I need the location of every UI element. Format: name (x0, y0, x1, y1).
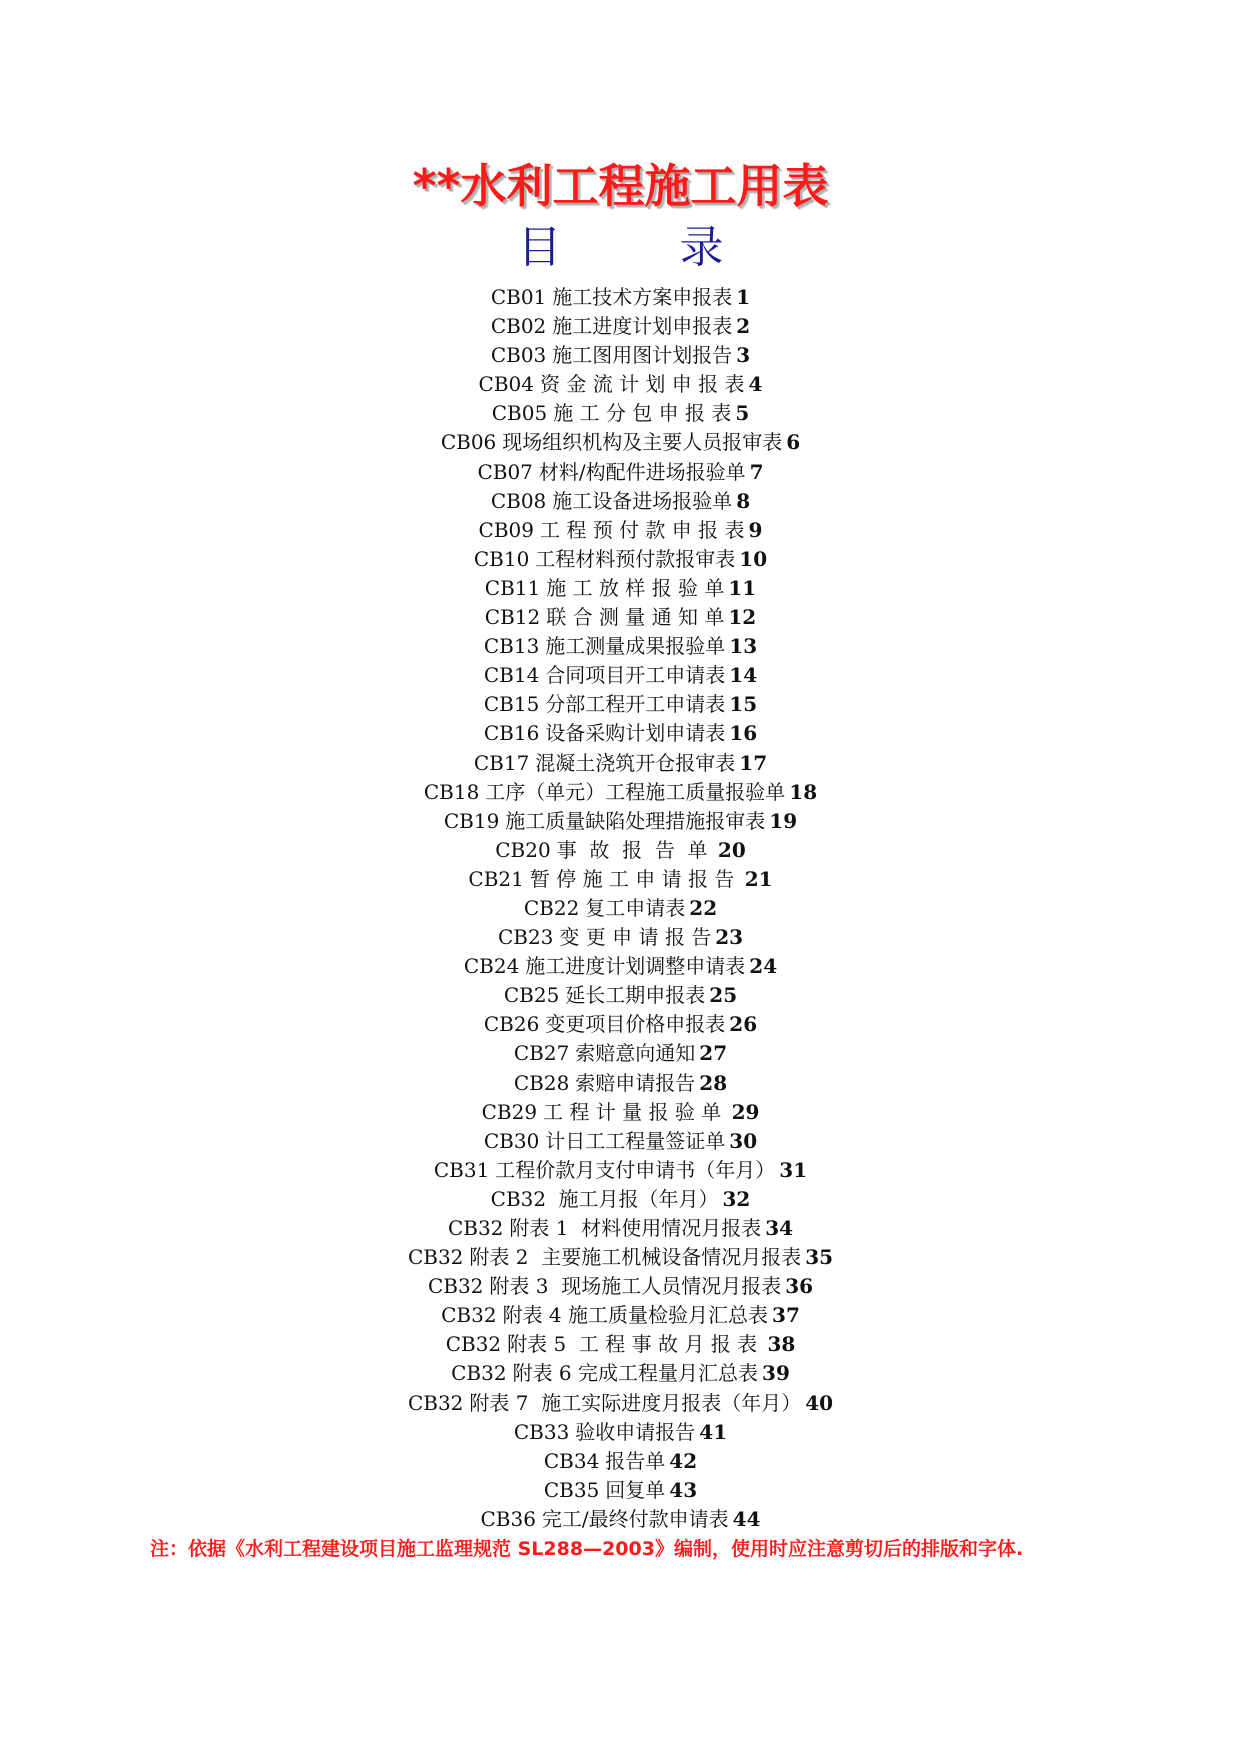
toc-entry-page: 28 (699, 1070, 728, 1095)
toc-entry-code: CB25 (503, 983, 560, 1008)
toc-entry (0, 865, 1241, 894)
toc-entry-page: 38 (767, 1332, 796, 1357)
toc-entry-title: 施工技术方案申报表 (552, 285, 733, 309)
toc-entry-code: CB08 (490, 488, 547, 513)
toc-entry-title: 索赔申请报告 (575, 1070, 696, 1095)
toc-entry-title: 暂 停 施 工 申 请 报 告 (529, 866, 741, 891)
toc-entry (0, 341, 1241, 370)
toc-entry (0, 1069, 1241, 1098)
toc-entry-code: CB27 (513, 1041, 570, 1066)
toc-entry-title: 施工进度计划申报表 (552, 314, 733, 339)
toc-entry-page: 37 (772, 1303, 800, 1328)
toc-entry-title: 混凝土浇筑开仓报审表 (535, 750, 736, 775)
toc-entry-page: 35 (805, 1245, 834, 1270)
toc-entry-code: CB17 (473, 750, 530, 775)
toc-entry-code: CB02 (490, 314, 547, 339)
toc-entry-code: CB18 (423, 779, 480, 804)
toc-entry-code: CB31 (433, 1157, 490, 1182)
toc-entry-code: CB26 (483, 1012, 540, 1037)
toc-entry-page: 29 (731, 1099, 760, 1124)
toc-entry-title: 施工月报（年月） (552, 1186, 719, 1211)
toc-entry-page: 36 (785, 1274, 814, 1299)
toc-entry-page: 25 (709, 983, 738, 1008)
toc-entry (0, 283, 1241, 312)
toc-entry-page: 8 (736, 488, 751, 513)
toc-entry-page: 32 (722, 1186, 751, 1211)
toc-entry-title: 复工申请表 (585, 895, 686, 920)
toc-entry (0, 399, 1241, 428)
toc-entry (0, 370, 1241, 399)
toc-entry (0, 749, 1241, 778)
toc-entry-title: 施 工 放 样 报 验 单 (546, 575, 725, 600)
toc-entry-code: CB03 (490, 343, 547, 368)
toc-entry (0, 1039, 1241, 1068)
toc-entry-title: 合同项目开工申请表 (545, 663, 726, 688)
toc-entry-title: 资 金 流 计 划 申 报 表 (540, 372, 745, 397)
toc-entry-title: 回复单 (605, 1477, 666, 1502)
toc-entry (0, 690, 1241, 719)
toc-entry-title: 材料/构配件进场报验单 (538, 459, 746, 484)
toc-entry (0, 603, 1241, 632)
toc-entry-title: 附表 6 完成工程量月汇总表 (512, 1361, 759, 1386)
toc-entry-title: 工 程 预 付 款 申 报 表 (540, 517, 745, 542)
toc-entry (0, 1447, 1241, 1476)
toc-entry-page: 21 (744, 866, 773, 891)
toc-entry-code: CB21 (468, 866, 524, 891)
toc-entry (0, 1418, 1241, 1447)
toc-entry-title: 附表 4 施工质量检验月汇总表 (502, 1303, 769, 1328)
toc-entry (0, 1098, 1241, 1127)
toc-entry-title: 附表 3 现场施工人员情况月报表 (489, 1274, 782, 1299)
toc-entry-code: CB11 (484, 575, 541, 600)
toc-entry (0, 545, 1241, 574)
toc-entry (0, 807, 1241, 836)
toc-entry (0, 1272, 1241, 1301)
toc-entry (0, 1127, 1241, 1156)
toc-entry-page: 26 (729, 1012, 758, 1037)
toc-entry-page: 14 (729, 663, 758, 688)
toc-entry-code: CB32 (447, 1216, 504, 1240)
toc-entry-title: 联 合 测 量 通 知 单 (546, 605, 725, 630)
toc-entry (0, 428, 1241, 457)
toc-entry-title: 报告单 (605, 1448, 666, 1473)
toc-heading-char-1: 目 (517, 222, 562, 273)
toc-entry (0, 1185, 1241, 1214)
toc-entry-title: 索赔意向通知 (575, 1041, 696, 1066)
toc-entry-page: 31 (779, 1157, 808, 1182)
toc-entry (0, 1476, 1241, 1505)
toc-heading (0, 220, 1241, 276)
toc-entry-title: 工程材料预付款报审表 (535, 546, 736, 571)
toc-entry-code: CB32 (490, 1186, 547, 1211)
toc-entry-page: 19 (769, 808, 798, 833)
toc-entry-title: 设备采购计划申请表 (545, 721, 726, 746)
toc-entry-page: 13 (729, 634, 758, 659)
toc-entry (0, 1389, 1241, 1418)
toc-entry-code: CB36 (480, 1506, 536, 1531)
table-of-contents (0, 283, 1241, 1534)
toc-entry-page: 11 (728, 575, 757, 600)
toc-entry-page: 43 (669, 1477, 698, 1502)
toc-entry-code: CB28 (513, 1070, 570, 1095)
toc-entry (0, 574, 1241, 603)
toc-entry-code: CB06 (440, 430, 497, 455)
toc-entry-page: 5 (735, 401, 750, 426)
toc-entry-code: CB14 (483, 663, 540, 688)
toc-entry-code: CB10 (473, 546, 530, 571)
toc-entry-title: 计日工工程量签证单 (545, 1128, 726, 1153)
toc-entry-title: 附表 5 工 程 事 故 月 报 表 (507, 1332, 764, 1357)
toc-entry (0, 1330, 1241, 1359)
toc-entry (0, 1243, 1241, 1272)
toc-entry (0, 1359, 1241, 1388)
toc-entry-page: 12 (728, 605, 757, 630)
toc-entry-code: CB32 (407, 1390, 464, 1415)
toc-entry-code: CB32 (441, 1303, 497, 1328)
toc-entry-title: 变 更 申 请 报 告 (559, 925, 712, 950)
toc-entry-title: 现场组织机构及主要人员报审表 (502, 430, 783, 455)
toc-entry-title: 施工质量缺陷处理措施报审表 (505, 808, 766, 833)
toc-entry-title: 完工/最终付款申请表 (541, 1506, 729, 1531)
toc-entry (0, 981, 1241, 1010)
toc-entry (0, 516, 1241, 545)
toc-entry-code: CB23 (497, 925, 554, 950)
toc-entry (0, 1156, 1241, 1185)
footnote: 注：依据《水利工程建设项目施工监理规范 SL288—2003》编制，使用时应注意剪切后的排版和字体. (150, 1538, 1024, 1560)
toc-entry-code: CB01 (490, 285, 547, 309)
toc-entry-title: 附表 1 材料使用情况月报表 (509, 1216, 762, 1240)
toc-heading-char-2: 录 (679, 222, 724, 273)
toc-entry-code: CB32 (407, 1245, 464, 1270)
toc-entry-code: CB13 (483, 634, 540, 659)
toc-entry (0, 894, 1241, 923)
toc-entry-code: CB19 (443, 808, 500, 833)
toc-entry-code: CB33 (513, 1419, 570, 1444)
toc-entry (0, 1214, 1241, 1243)
toc-entry-page: 24 (749, 954, 778, 979)
toc-entry-page: 6 (786, 430, 801, 455)
toc-entry-code: CB30 (483, 1128, 540, 1153)
toc-entry-page: 15 (729, 692, 758, 717)
toc-entry-code: CB22 (523, 895, 580, 920)
toc-entry (0, 312, 1241, 341)
toc-entry-title: 分部工程开工申请表 (545, 692, 726, 717)
toc-entry-title: 附表 7 施工实际进度月报表（年月） (469, 1390, 802, 1415)
toc-entry-page: 2 (736, 314, 751, 339)
toc-entry-code: CB07 (477, 459, 533, 484)
toc-entry-page: 23 (715, 925, 744, 950)
document-title: **水利工程施工用表 (412, 159, 829, 213)
toc-entry (0, 661, 1241, 690)
toc-entry-page: 10 (739, 546, 768, 571)
toc-entry-page: 9 (748, 517, 763, 542)
toc-entry-page: 34 (765, 1216, 794, 1240)
toc-entry-page: 41 (699, 1419, 728, 1444)
toc-entry-code: CB35 (543, 1477, 600, 1502)
toc-entry (0, 923, 1241, 952)
toc-entry-page: 42 (669, 1448, 698, 1473)
toc-entry-page: 3 (736, 343, 751, 368)
toc-entry-page: 7 (749, 459, 764, 484)
toc-entry-title: 施工进度计划调整申请表 (525, 954, 746, 979)
toc-entry-title: 延长工期申报表 (565, 983, 706, 1008)
toc-entry-title: 附表 2 主要施工机械设备情况月报表 (469, 1245, 802, 1270)
toc-entry-code: CB20 (495, 837, 551, 862)
toc-entry-code: CB05 (491, 401, 548, 426)
toc-entry-page: 27 (699, 1041, 728, 1066)
toc-entry-code: CB34 (543, 1448, 600, 1473)
toc-entry (0, 1010, 1241, 1039)
toc-entry-page: 44 (732, 1506, 761, 1531)
toc-entry-title: 施工测量成果报验单 (545, 634, 726, 659)
toc-entry-title: 工程价款月支付申请书（年月） (495, 1157, 776, 1182)
toc-entry (0, 836, 1241, 865)
toc-entry-page: 39 (762, 1361, 790, 1386)
toc-entry-code: CB32 (427, 1274, 484, 1299)
toc-entry-page: 30 (729, 1128, 758, 1153)
toc-entry-title: 验收申请报告 (575, 1419, 696, 1444)
toc-entry-code: CB24 (463, 954, 520, 979)
toc-entry-code: CB04 (478, 372, 534, 397)
toc-entry-page: 18 (789, 779, 818, 804)
toc-entry-code: CB29 (481, 1099, 538, 1124)
toc-entry (0, 719, 1241, 748)
toc-entry (0, 1301, 1241, 1330)
toc-entry (0, 1505, 1241, 1534)
toc-entry-page: 1 (736, 285, 751, 309)
toc-entry-page: 17 (739, 750, 768, 775)
toc-entry-code: CB32 (445, 1332, 502, 1357)
toc-entry-page: 16 (729, 721, 758, 746)
toc-entry (0, 778, 1241, 807)
toc-entry-title: 施工设备进场报验单 (552, 488, 733, 513)
toc-entry-title: 工 程 计 量 报 验 单 (543, 1099, 728, 1124)
toc-entry-title: 施 工 分 包 申 报 表 (553, 401, 732, 426)
toc-entry-code: CB16 (483, 721, 540, 746)
toc-entry-title: 工序（单元）工程施工质量报验单 (485, 779, 786, 804)
toc-entry-code: CB32 (451, 1361, 507, 1386)
toc-entry-code: CB09 (478, 517, 534, 542)
toc-entry (0, 952, 1241, 981)
toc-entry-title: 事 故 报 告 单 (556, 837, 714, 862)
toc-entry-code: CB12 (484, 605, 541, 630)
toc-entry-page: 4 (748, 372, 763, 397)
toc-entry-code: CB15 (483, 692, 540, 717)
toc-entry (0, 487, 1241, 516)
toc-entry-title: 施工图用图计划报告 (552, 343, 733, 368)
toc-entry-title: 变更项目价格申报表 (545, 1012, 726, 1037)
toc-entry (0, 458, 1241, 487)
toc-entry-page: 22 (689, 895, 718, 920)
toc-entry-page: 20 (717, 837, 746, 862)
toc-entry (0, 632, 1241, 661)
toc-entry-page: 40 (805, 1390, 834, 1415)
